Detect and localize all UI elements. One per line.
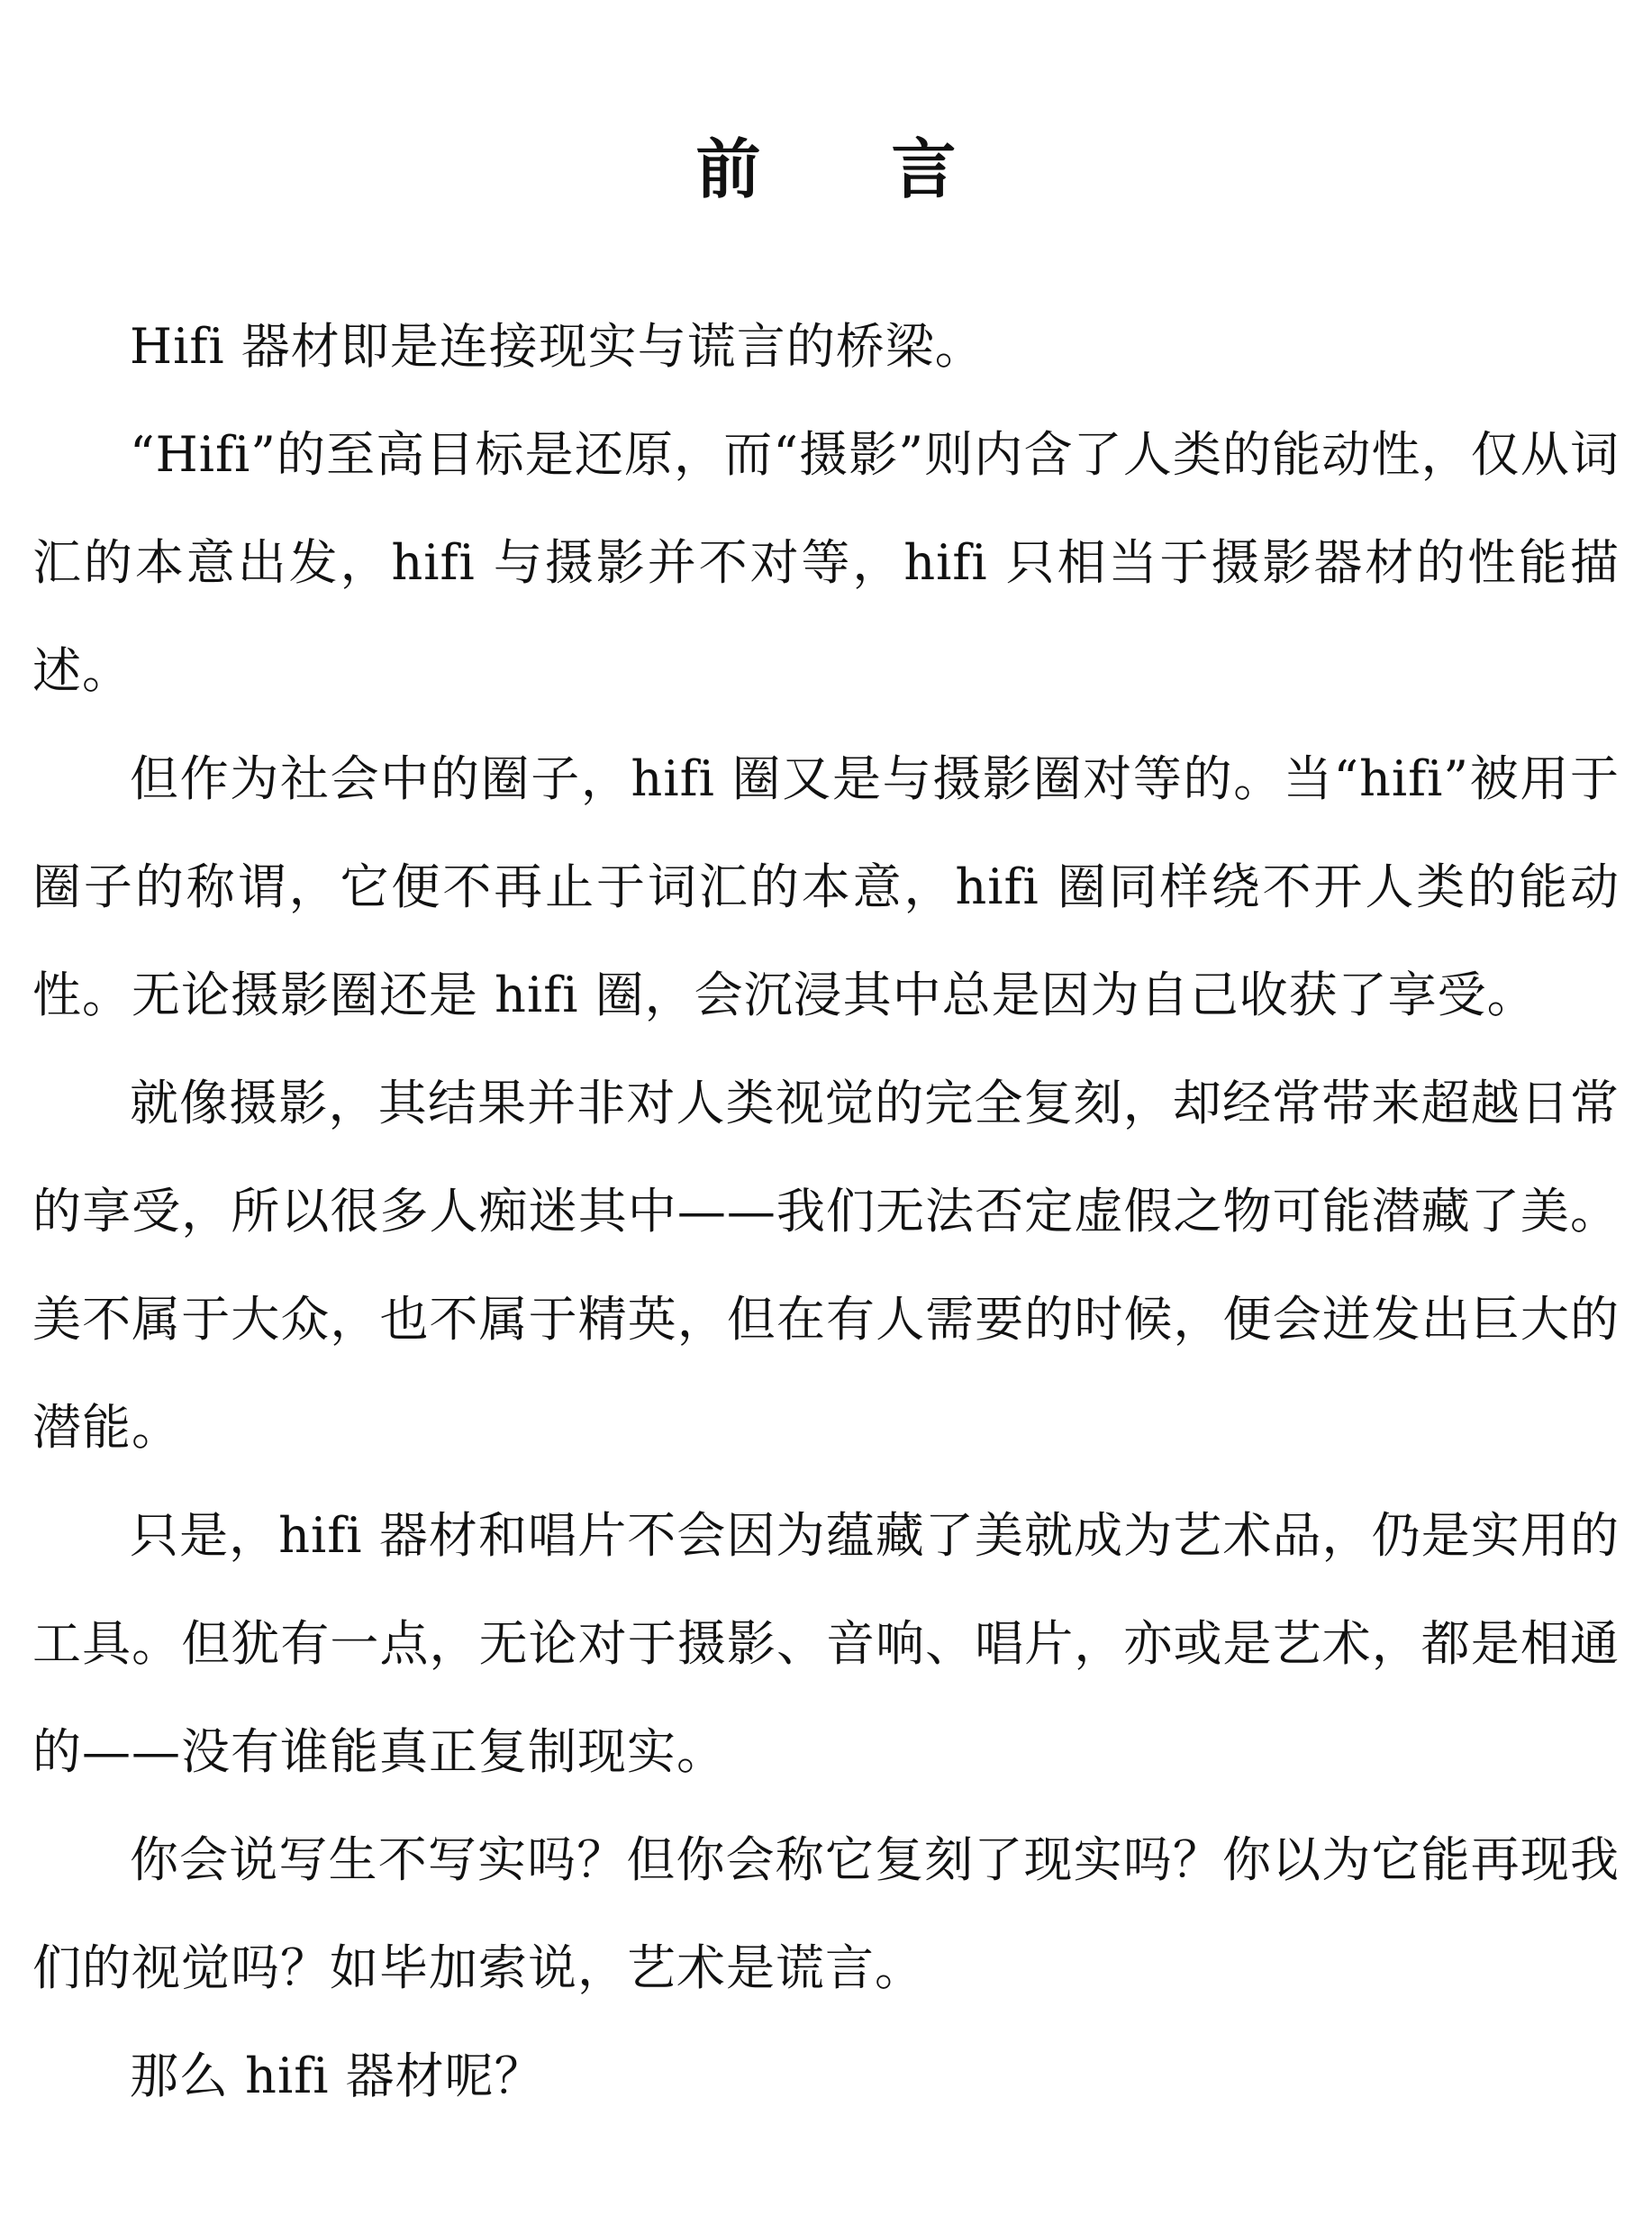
paragraph: 就像摄影，其结果并非对人类视觉的完全复刻，却经常带来超越日常的享受，所以很多人痴迷其中——我们无法否定虚假之物可能潜藏了美。美不属于大众，也不属于精英，但在有人需要的时候，便会迸发出巨大的潜能。 bbox=[32, 1075, 1620, 1456]
page-title: 前 言 bbox=[695, 132, 1011, 208]
paragraph: Hifi 器材即是连接现实与谎言的桥梁。 bbox=[130, 318, 985, 375]
paragraph: 你会说写生不写实吗？但你会称它复刻了现实吗？你以为它能再现我们的视觉吗？如毕加索说，艺术是谎言。 bbox=[32, 1831, 1620, 1996]
paragraph: 但作为社会中的圈子，hifi 圈又是与摄影圈对等的。当“hifi”被用于圈子的称谓，它便不再止于词汇的本意，hifi 圈同样绕不开人类的能动性。无论摄影圈还是 hifi 圈，会沉浸其中总是因为自己收获了享受。 bbox=[32, 750, 1620, 1023]
paragraph: “Hifi”的至高目标是还原，而“摄影”则内含了人类的能动性，仅从词汇的本意出发，hifi 与摄影并不对等，hifi 只相当于摄影器材的性能描述。 bbox=[32, 426, 1620, 699]
body-text bbox=[32, 293, 1620, 2130]
paragraph: 那么 hifi 器材呢？ bbox=[130, 2048, 544, 2104]
paragraph: 只是，hifi 器材和唱片不会因为蕴藏了美就成为艺术品，仍是实用的工具。但犹有一点，无论对于摄影、音响、唱片，亦或是艺术，都是相通的——没有谁能真正复制现实。 bbox=[32, 1507, 1620, 1780]
